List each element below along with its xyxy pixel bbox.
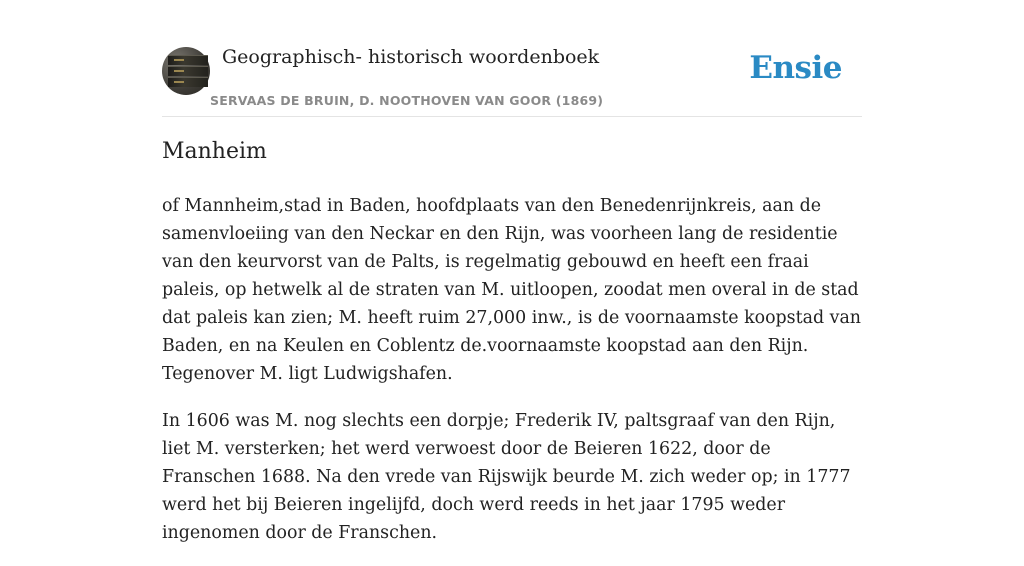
book-spine [168, 66, 208, 76]
book-author: SERVAAS DE BRUIN, D. NOOTHOVEN VAN GOOR (1869) [210, 93, 604, 108]
book-spine [168, 55, 208, 65]
ensie-logo-link[interactable]: Ensie [749, 50, 842, 86]
book-spines-icon[interactable] [162, 47, 210, 95]
entry-paragraph: In 1606 was M. nog slechts een dorpje; Frederik IV, paltsgraaf van den Rijn, liet M. versterken; het werd verwoest door de Beieren 1622, door de Franschen 1688. Na den vrede van Rijswijk beurde M. zich weder op; in 1777 werd het bij Beieren ingelijfd, doch werd reeds in het jaar 1795 weder ingenomen door de Franschen. [162, 411, 851, 543]
entry-paragraph: of Mannheim,stad in Baden, hoofdplaats van den Benedenrijnkreis, aan de samenvloeiing van den Neckar en den Rijn, was voorheen lang de residentie van den keurvorst van de Palts, is regelmatig gebouwd en heeft een fraai paleis, op hetwelk al de straten van M. uitloopen, zoodat men overal in de stad dat paleis kan zien; M. heeft ruim 27,000 inw., is de voornaamste koopstad van Baden, en na Keulen en Coblentz de.voornaamste koopstad aan den Rijn. Tegenover M. ligt Ludwigshafen. [162, 196, 862, 384]
book-spine [168, 77, 208, 87]
book-title[interactable]: Geographisch- historisch woordenboek [222, 46, 600, 68]
entry-body [162, 192, 862, 566]
entry-title: Manheim [162, 139, 267, 164]
book-header [162, 38, 862, 117]
